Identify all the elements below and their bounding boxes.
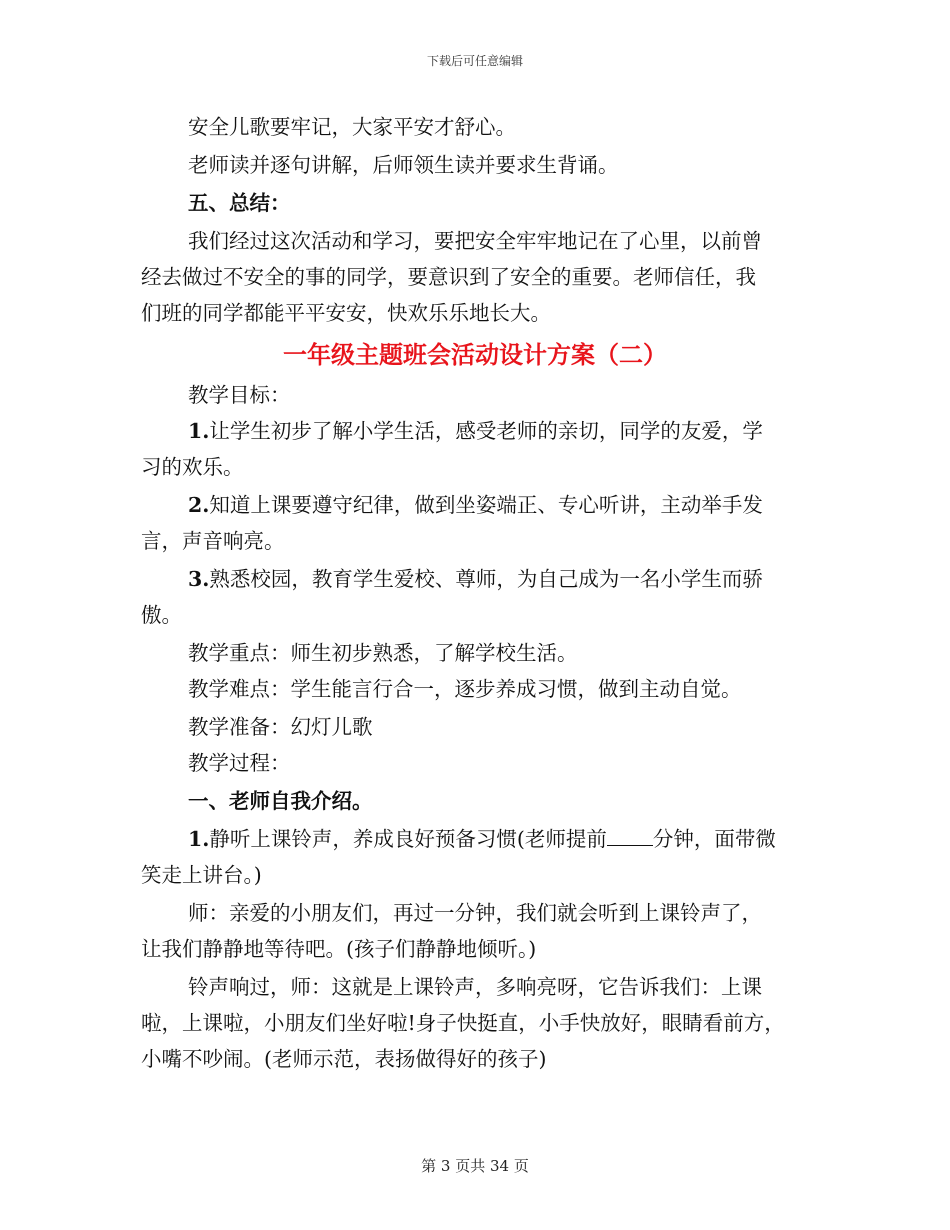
step-heading: 一、老师自我介绍。 xyxy=(188,789,373,813)
page-header-note: 下载后可任意编辑 xyxy=(426,54,523,68)
goal-text: 熟悉校园，教育学生爱校、尊师，为自己成为一名小学生而骄 xyxy=(209,567,763,591)
step-item xyxy=(188,826,776,852)
text-line: 经去做过不安全的事的同学，要意识到了安全的重要。老师信任，我 xyxy=(141,265,756,289)
goal-continuation: 言，声音响亮。 xyxy=(141,529,285,553)
difficulty: 教学难点：学生能言行合一，逐步养成习惯，做到主动自觉。 xyxy=(188,677,742,701)
document-title: 一年级主题班会活动设计方案（二） xyxy=(283,340,667,369)
text-line: 铃声响过，师：这就是上课铃声，多响亮呀，它告诉我们：上课 xyxy=(188,975,762,999)
text-line: 老师读并逐句讲解，后师领生读并要求生背诵。 xyxy=(188,153,619,177)
text-line: 我们经过这次活动和学习，要把安全牢牢地记在了心里，以前曾 xyxy=(188,229,762,253)
goal-continuation: 习的欢乐。 xyxy=(141,455,244,479)
preparation: 教学准备：幻灯儿歌 xyxy=(188,715,373,739)
goal-number: 1. xyxy=(188,419,210,443)
fill-blank xyxy=(607,827,653,846)
goal-number: 2. xyxy=(188,493,210,517)
process-label: 教学过程： xyxy=(188,751,291,775)
page-footer: 第 3 页共 34 页 xyxy=(421,1157,529,1175)
goal-text: 知道上课要遵守纪律，做到坐姿端正、专心听讲，主动举手发 xyxy=(209,493,763,517)
key-point: 教学重点：师生初步熟悉，了解学校生活。 xyxy=(188,641,578,665)
text-line: 啦，上课啦，小朋友们坐好啦!身子快挺直，小手快放好，眼睛看前方， xyxy=(141,1011,785,1035)
goal-continuation: 傲。 xyxy=(141,603,182,627)
goal-item xyxy=(188,418,763,444)
text-line: 们班的同学都能平平安安，快欢乐乐地长大。 xyxy=(141,301,551,325)
goal-item xyxy=(188,492,763,518)
section-heading: 五、总结： xyxy=(188,191,291,215)
step-text-after: 分钟，面带微 xyxy=(652,827,776,851)
text-line: 让我们静静地等待吧。(孩子们静静地倾听。) xyxy=(141,937,537,961)
step-text: 静听上课铃声，养成良好预备习惯(老师提前 xyxy=(209,827,607,851)
step-continuation: 笑走上讲台。) xyxy=(141,863,262,887)
goals-label: 教学目标： xyxy=(188,383,291,407)
goal-item xyxy=(188,566,763,592)
text-line: 安全儿歌要牢记，大家平安才舒心。 xyxy=(188,115,516,139)
text-line: 师：亲爱的小朋友们，再过一分钟，我们就会听到上课铃声了， xyxy=(188,901,762,925)
goal-number: 3. xyxy=(188,567,210,591)
step-number: 1. xyxy=(188,827,210,851)
goal-text: 让学生初步了解小学生活，感受老师的亲切，同学的友爱，学 xyxy=(209,419,763,443)
text-line: 小嘴不吵闹。(老师示范，表扬做得好的孩子) xyxy=(141,1047,547,1071)
